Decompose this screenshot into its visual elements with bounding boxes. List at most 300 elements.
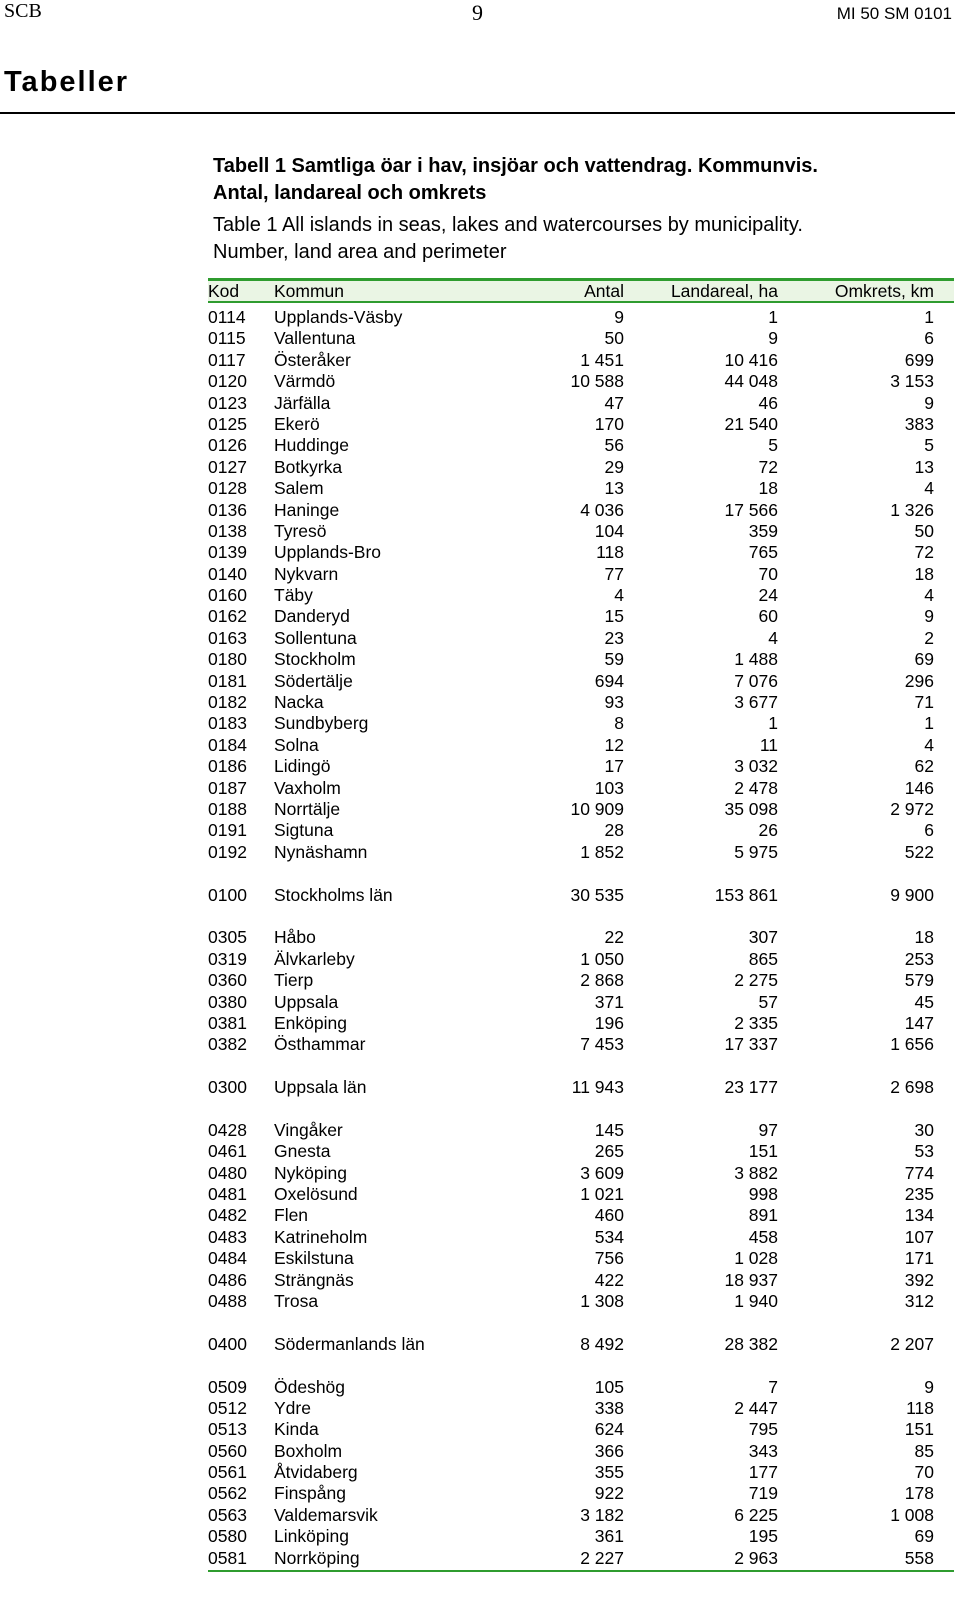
landareal-cell: 359 [748,520,778,541]
landareal-cell: 2 447 [734,1397,778,1418]
kommun-cell: Oxelösund [274,1184,358,1205]
antal-cell: 11 943 [571,1077,624,1098]
antal-cell: 1 021 [580,1184,624,1205]
kommun-cell: Haninge [274,499,340,520]
landareal-cell: 151 [748,1141,778,1162]
landareal-cell: 1 940 [734,1290,778,1311]
kod-cell: 0186 [208,756,247,777]
antal-cell: 13 [604,478,624,499]
antal-cell: 9 [614,307,624,327]
antal-cell: 338 [594,1397,624,1418]
landareal-cell: 998 [748,1184,778,1205]
landareal-cell: 72 [758,456,778,477]
antal-cell: 15 [604,606,624,627]
report-id: MI 50 SM 0101 [836,4,952,23]
table-row [208,756,954,777]
omkrets-cell: 6 [924,328,934,349]
landareal-cell: 7 [768,1376,778,1397]
landareal-cell: 26 [758,820,778,841]
omkrets-cell: 2 [924,627,934,648]
kod-cell: 0382 [208,1034,247,1055]
group-spacer [208,1098,954,1119]
omkrets-cell: 392 [904,1269,934,1290]
kod-cell: 0191 [208,820,247,841]
table-caption-swedish [213,153,818,207]
table-row [208,1163,954,1184]
omkrets-cell: 18 [914,563,934,584]
omkrets-cell: 1 [924,307,934,327]
table-row [208,649,954,670]
kommun-cell: Vingåker [274,1119,343,1140]
table-row [208,1291,954,1312]
landareal-cell: 5 975 [734,841,778,862]
kommun-cell: Botkyrka [274,456,343,477]
caption-en-line-2: Number, land area and perimeter [213,241,507,263]
kod-cell: 0483 [208,1226,247,1247]
table-row [208,1526,954,1547]
omkrets-cell: 558 [904,1547,934,1568]
kommun-cell: Södermanlands län [274,1333,425,1354]
kod-cell: 0360 [208,970,247,991]
omkrets-cell: 699 [904,349,934,370]
kod-cell: 0305 [208,927,247,948]
omkrets-cell: 146 [904,777,934,798]
antal-cell: 196 [594,1012,624,1033]
kod-cell: 0580 [208,1526,247,1547]
omkrets-cell: 1 008 [890,1504,934,1525]
table-row [208,1505,954,1526]
antal-cell: 624 [594,1419,624,1440]
antal-cell: 8 [614,713,624,734]
antal-cell: 59 [604,649,624,670]
section-rule [0,112,955,114]
group-spacer [208,1312,954,1333]
landareal-cell: 24 [758,585,778,606]
kommun-cell: Ekerö [274,413,320,434]
kod-cell: 0162 [208,606,247,627]
kommun-cell: Eskilstuna [274,1248,354,1269]
landareal-cell: 153 861 [714,884,778,905]
omkrets-cell: 30 [914,1119,934,1140]
kod-cell: 0100 [208,884,247,905]
kod-cell: 0488 [208,1290,247,1311]
kommun-cell: Uppsala [274,991,339,1012]
kommun-cell: Sollentuna [274,627,357,648]
landareal-cell: 1 [768,713,778,734]
omkrets-cell: 134 [904,1205,934,1226]
landareal-cell: 7 076 [734,670,778,691]
table-row [208,1377,954,1398]
kod-cell: 0513 [208,1419,247,1440]
antal-cell: 2 227 [580,1547,624,1568]
antal-cell: 47 [604,392,624,413]
kommun-cell: Nykvarn [274,563,339,584]
landareal-cell: 343 [748,1440,778,1461]
landareal-cell: 2 335 [734,1012,778,1033]
section-title: Tabeller [4,66,130,98]
table-row [208,521,954,542]
kommun-cell: Tierp [274,970,314,991]
kod-cell: 0181 [208,670,247,691]
kommun-cell: Södertälje [274,670,353,691]
table-row [208,478,954,499]
landareal-cell: 1 [768,307,778,327]
omkrets-cell: 107 [904,1226,934,1247]
landareal-cell: 891 [748,1205,778,1226]
omkrets-cell: 312 [904,1290,934,1311]
group-spacer [208,1056,954,1077]
antal-cell: 145 [594,1119,624,1140]
kod-cell: 0428 [208,1119,247,1140]
omkrets-cell: 1 656 [890,1034,934,1055]
landareal-cell: 18 [758,478,778,499]
omkrets-cell: 9 [924,1376,934,1397]
kod-cell: 0480 [208,1162,247,1183]
table-row [208,1034,954,1055]
kommun-cell: Trosa [274,1290,319,1311]
table-row [208,671,954,692]
antal-cell: 922 [594,1483,624,1504]
omkrets-cell: 1 [924,713,934,734]
landareal-cell: 195 [748,1526,778,1547]
antal-cell: 2 868 [580,970,624,991]
table-row [208,585,954,606]
landareal-cell: 11 [759,734,778,755]
column-header-landareal: Landareal, ha [670,281,778,301]
omkrets-cell: 62 [914,756,934,777]
kommun-cell: Stockholms län [274,884,393,905]
antal-cell: 77 [604,563,624,584]
table-caption-english [213,212,803,266]
kommun-cell: Stockholm [274,649,356,670]
kod-cell: 0138 [208,520,247,541]
kommun-cell: Håbo [274,927,316,948]
omkrets-cell: 147 [904,1012,934,1033]
table-row [208,992,954,1013]
landareal-cell: 46 [758,392,778,413]
omkrets-cell: 18 [914,927,934,948]
antal-cell: 1 050 [580,948,624,969]
landareal-cell: 865 [748,948,778,969]
landareal-cell: 1 488 [734,649,778,670]
landareal-cell: 10 416 [724,349,778,370]
landareal-cell: 97 [758,1119,778,1140]
kod-cell: 0486 [208,1269,247,1290]
table-row [208,307,954,328]
antal-cell: 50 [604,328,624,349]
landareal-cell: 35 098 [724,798,778,819]
omkrets-cell: 178 [904,1483,934,1504]
islands-table [208,278,954,1572]
omkrets-cell: 69 [914,649,934,670]
kod-cell: 0125 [208,413,247,434]
group-spacer [208,1355,954,1376]
kod-cell: 0562 [208,1483,247,1504]
omkrets-cell: 2 698 [890,1077,934,1098]
kod-cell: 0182 [208,692,247,713]
kod-cell: 0117 [208,349,246,370]
kod-cell: 0300 [208,1077,247,1098]
table-row [208,820,954,841]
column-header-kommun: Kommun [274,281,345,301]
kommun-cell: Huddinge [274,435,349,456]
kommun-cell: Ödeshög [274,1376,346,1397]
antal-cell: 460 [594,1205,624,1226]
table-row [208,1419,954,1440]
landareal-cell: 795 [748,1419,778,1440]
column-header-antal: Antal [584,281,624,301]
landareal-cell: 9 [768,328,778,349]
omkrets-cell: 85 [914,1440,934,1461]
omkrets-cell: 2 972 [890,798,934,819]
antal-cell: 8 492 [580,1333,624,1354]
table-row [208,1077,954,1098]
kod-cell: 0381 [208,1012,247,1033]
kod-cell: 0160 [208,585,247,606]
landareal-cell: 57 [758,991,778,1012]
landareal-cell: 28 382 [724,1333,778,1354]
antal-cell: 1 308 [580,1290,624,1311]
antal-cell: 56 [604,435,624,456]
antal-cell: 10 909 [570,798,624,819]
omkrets-cell: 774 [904,1162,934,1183]
caption-sv-line-2: Antal, landareal och omkrets [213,182,487,204]
kommun-cell: Älvkarleby [274,948,355,969]
page-header [0,0,960,26]
omkrets-cell: 6 [924,820,934,841]
antal-cell: 93 [604,692,624,713]
antal-cell: 756 [594,1248,624,1269]
antal-cell: 7 453 [580,1034,624,1055]
kommun-cell: Uppsala län [274,1077,367,1098]
antal-cell: 12 [604,734,624,755]
kommun-cell: Nynäshamn [274,841,368,862]
kod-cell: 0114 [208,307,246,327]
kommun-cell: Vallentuna [274,328,356,349]
kod-cell: 0123 [208,392,247,413]
table-row [208,1184,954,1205]
antal-cell: 104 [594,520,624,541]
table-row [208,1441,954,1462]
table-row [208,1013,954,1034]
table-row [208,735,954,756]
table-row [208,1141,954,1162]
kommun-cell: Nacka [274,692,324,713]
kommun-cell: Värmdö [274,371,336,392]
kommun-cell: Salem [274,478,324,499]
table-row [208,1270,954,1291]
table-row [208,1227,954,1248]
table-row [208,842,954,863]
omkrets-cell: 69 [914,1526,934,1547]
kod-cell: 0187 [208,777,247,798]
kommun-cell: Vaxholm [274,777,341,798]
kommun-cell: Norrköping [274,1547,360,1568]
omkrets-cell: 171 [904,1248,934,1269]
kommun-cell: Solna [274,734,319,755]
page-number: 9 [472,0,483,25]
landareal-cell: 6 225 [734,1504,778,1525]
table-row [208,927,954,948]
column-header-omkrets: Omkrets, km [834,281,934,301]
antal-cell: 4 [614,585,624,606]
landareal-cell: 23 177 [724,1077,778,1098]
kommun-cell: Boxholm [274,1440,343,1461]
antal-cell: 4 036 [580,499,624,520]
landareal-cell: 4 [768,627,778,648]
table-body [208,307,954,1569]
table-row [208,606,954,627]
antal-cell: 105 [594,1376,624,1397]
kod-cell: 0115 [208,328,246,349]
omkrets-cell: 9 900 [890,884,934,905]
kod-cell: 0139 [208,542,247,563]
antal-cell: 118 [596,542,624,563]
kommun-cell: Katrineholm [274,1226,368,1247]
table-row [208,414,954,435]
landareal-cell: 70 [758,563,778,584]
table-row [208,970,954,991]
table-row [208,1205,954,1226]
antal-cell: 1 451 [580,349,624,370]
landareal-cell: 18 937 [724,1269,778,1290]
landareal-cell: 1 028 [734,1248,778,1269]
kod-cell: 0136 [208,499,247,520]
antal-cell: 103 [594,777,624,798]
omkrets-cell: 3 153 [890,371,934,392]
omkrets-cell: 4 [924,478,934,499]
table-header-row [208,281,954,301]
omkrets-cell: 71 [914,692,934,713]
omkrets-cell: 235 [904,1184,934,1205]
antal-cell: 3 609 [580,1162,624,1183]
table-row [208,713,954,734]
table-row [208,500,954,521]
omkrets-cell: 45 [914,991,934,1012]
table-row [208,435,954,456]
kod-cell: 0563 [208,1504,247,1525]
landareal-cell: 5 [768,435,778,456]
table-row [208,371,954,392]
table-row [208,949,954,970]
antal-cell: 265 [594,1141,624,1162]
landareal-cell: 177 [748,1462,778,1483]
table-row [208,564,954,585]
table-row [208,628,954,649]
table-row [208,1248,954,1269]
omkrets-cell: 4 [924,734,934,755]
landareal-cell: 60 [758,606,778,627]
kommun-cell: Täby [274,585,313,606]
kommun-cell: Ydre [274,1397,311,1418]
kommun-cell: Kinda [274,1419,319,1440]
kod-cell: 0192 [208,841,247,862]
antal-cell: 422 [594,1269,624,1290]
kommun-cell: Lidingö [274,756,331,777]
kod-cell: 0509 [208,1376,247,1397]
landareal-cell: 2 275 [734,970,778,991]
antal-cell: 28 [604,820,624,841]
omkrets-cell: 50 [914,520,934,541]
antal-cell: 355 [594,1462,624,1483]
kod-cell: 0561 [208,1462,247,1483]
kod-cell: 0128 [208,478,247,499]
kommun-cell: Tyresö [274,520,327,541]
table-bottom-rule [208,1570,954,1572]
omkrets-cell: 296 [904,670,934,691]
table-row [208,542,954,563]
antal-cell: 1 852 [580,841,624,862]
table-row [208,1483,954,1504]
antal-cell: 3 182 [580,1504,624,1525]
kod-cell: 0482 [208,1205,247,1226]
table-row [208,350,954,371]
kommun-cell: Järfälla [274,392,331,413]
table-row [208,1548,954,1569]
omkrets-cell: 522 [904,841,934,862]
kod-cell: 0180 [208,649,247,670]
omkrets-cell: 53 [914,1141,934,1162]
kommun-cell: Nyköping [274,1162,347,1183]
table-row [208,778,954,799]
omkrets-cell: 253 [904,948,934,969]
kommun-cell: Danderyd [274,606,350,627]
landareal-cell: 307 [748,927,778,948]
antal-cell: 23 [604,627,624,648]
antal-cell: 10 588 [570,371,624,392]
kod-cell: 0581 [208,1547,247,1568]
kod-cell: 0481 [208,1184,247,1205]
antal-cell: 366 [594,1440,624,1461]
kod-cell: 0188 [208,798,247,819]
landareal-cell: 2 963 [734,1547,778,1568]
table-row [208,393,954,414]
omkrets-cell: 9 [924,392,934,413]
landareal-cell: 44 048 [724,371,778,392]
kommun-cell: Sundbyberg [274,713,369,734]
kommun-cell: Sigtuna [274,820,334,841]
kommun-cell: Strängnäs [274,1269,354,1290]
table-row [208,1334,954,1355]
group-spacer [208,863,954,884]
landareal-cell: 3 882 [734,1162,778,1183]
omkrets-cell: 9 [924,606,934,627]
table-row [208,885,954,906]
antal-cell: 534 [594,1226,624,1247]
kommun-cell: Upplands-Bro [274,542,381,563]
omkrets-cell: 2 207 [890,1333,934,1354]
landareal-cell: 17 566 [724,499,778,520]
omkrets-cell: 383 [904,413,934,434]
kommun-cell: Norrtälje [274,798,341,819]
omkrets-cell: 72 [914,542,934,563]
omkrets-cell: 13 [914,456,934,477]
omkrets-cell: 70 [914,1462,934,1483]
table-row [208,328,954,349]
landareal-cell: 21 540 [724,413,778,434]
kod-cell: 0512 [208,1397,247,1418]
table-row [208,1120,954,1141]
antal-cell: 361 [594,1526,624,1547]
kod-cell: 0127 [208,456,247,477]
caption-sv-line-1: Tabell 1 Samtliga öar i hav, insjöar och vattendrag. Kommunvis. [213,155,818,177]
kommun-cell: Enköping [274,1012,347,1033]
group-spacer [208,906,954,927]
landareal-cell: 458 [748,1226,778,1247]
kommun-cell: Finspång [274,1483,346,1504]
kod-cell: 0120 [208,371,247,392]
antal-cell: 29 [604,456,624,477]
